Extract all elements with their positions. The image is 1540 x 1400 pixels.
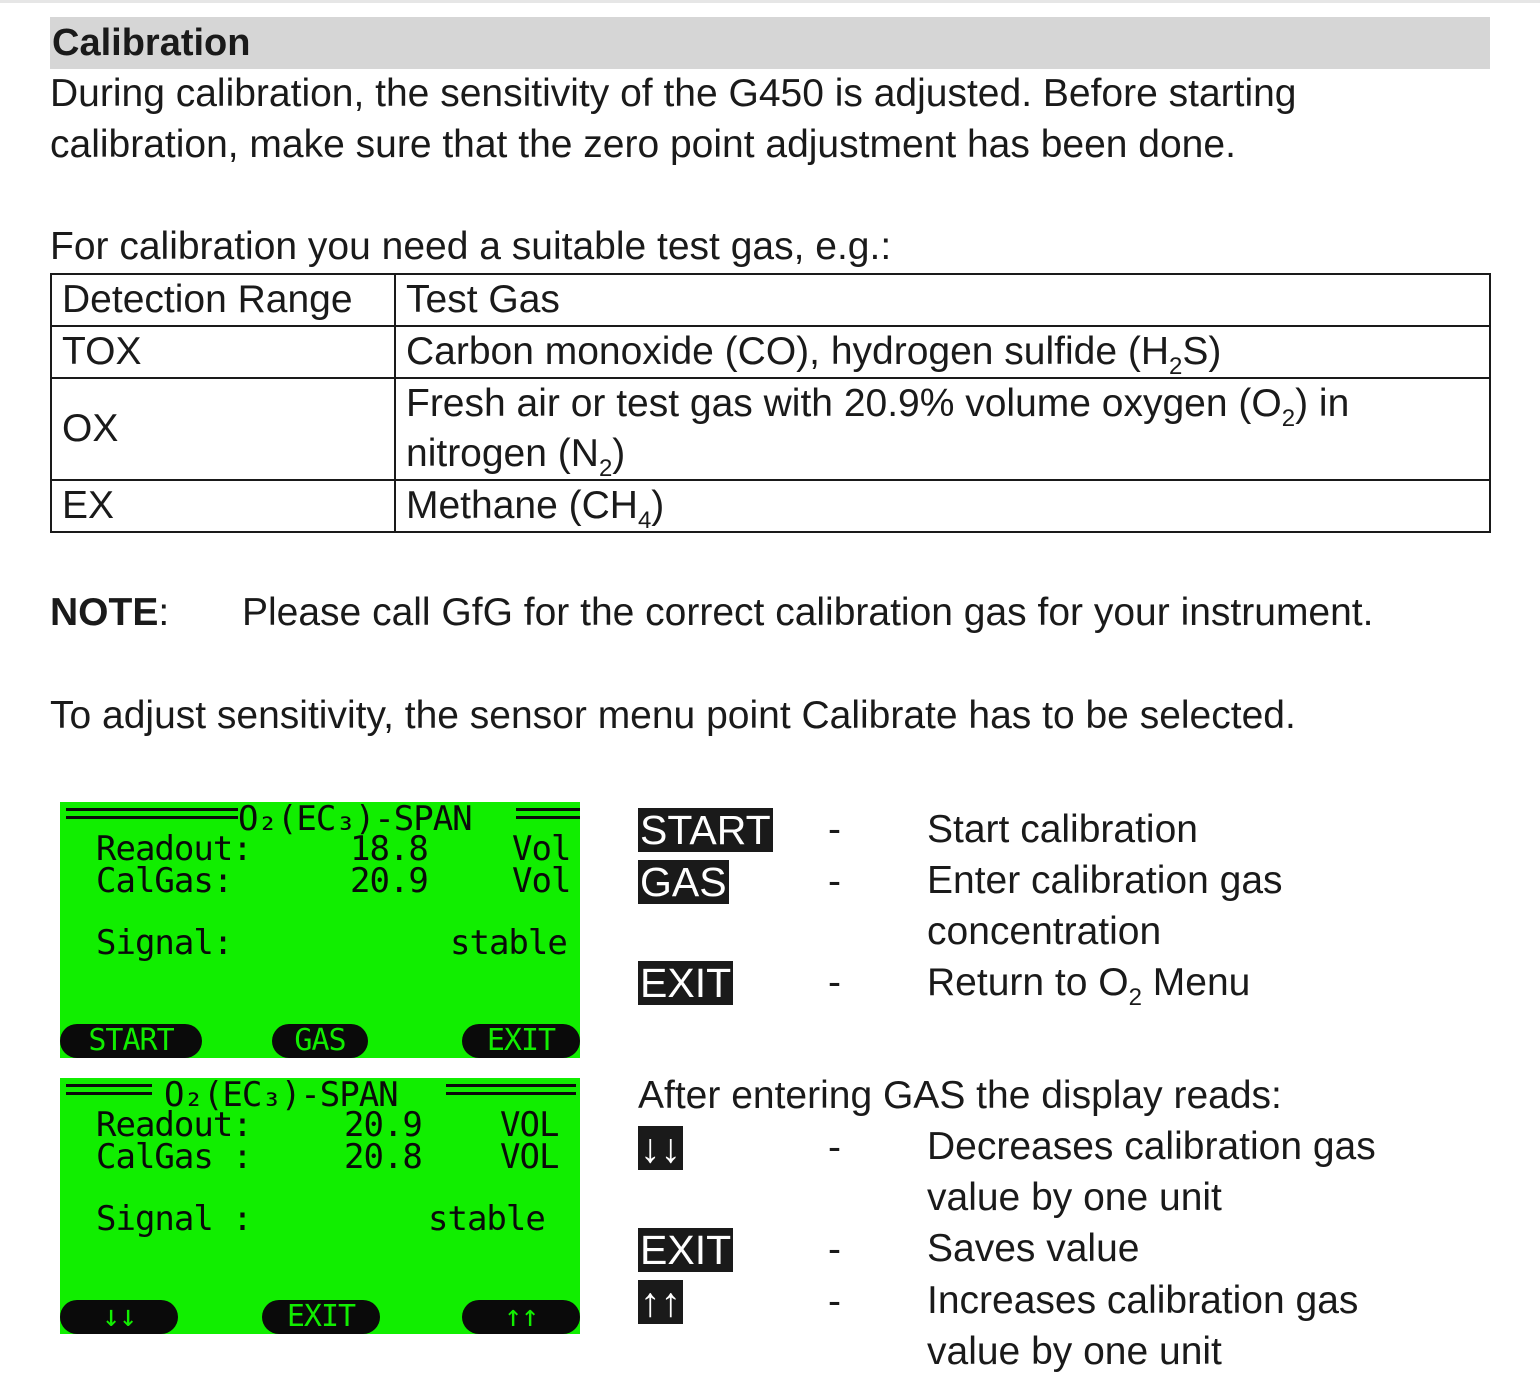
key-exit-save: EXIT xyxy=(640,1227,732,1273)
key-gas: GAS xyxy=(640,859,727,905)
intro-line-1: During calibration, the sensitivity of the G450 is adjusted. Before starting xyxy=(50,72,1297,115)
softkey-gas[interactable]: GAS xyxy=(272,1024,368,1058)
softkey-up[interactable]: ↑↑ xyxy=(462,1300,580,1334)
table-header-row xyxy=(51,274,1490,326)
lcd-rule xyxy=(66,816,238,819)
dash: - xyxy=(828,1126,841,1169)
key-exit-desc: Return to $O_2$ Menu xyxy=(927,961,1251,1011)
range-cell: TOX xyxy=(51,326,395,378)
lcd-screen-span-2 xyxy=(60,1078,580,1334)
calgas-label: CalGas : xyxy=(96,1137,252,1177)
calgas-unit: Vol xyxy=(512,861,571,901)
signal-label: Signal : xyxy=(96,1199,252,1239)
calgas-label: CalGas: xyxy=(96,861,233,901)
range-cell: OX xyxy=(51,378,395,480)
dash: - xyxy=(828,1228,841,1271)
key-start: START xyxy=(640,807,771,853)
lcd-screen-span-1 xyxy=(60,802,580,1058)
calgas-value: 20.9 xyxy=(350,861,428,901)
top-divider xyxy=(0,0,1540,3)
key-down-desc-2: value by one unit xyxy=(927,1176,1222,1219)
readout-value: 18.8 xyxy=(350,829,428,869)
lcd-title: O₂(EC₃)-SPAN xyxy=(238,802,472,839)
key-up: ↑↑ xyxy=(640,1279,681,1325)
calgas-unit: VOL xyxy=(500,1137,559,1177)
dash: - xyxy=(828,860,841,903)
key-down: ↓↓ xyxy=(640,1125,681,1171)
lcd-rule xyxy=(66,808,238,811)
test-gas-table xyxy=(50,273,1491,533)
note: NOTE: xyxy=(50,591,170,634)
softkey-down[interactable]: ↓↓ xyxy=(60,1300,178,1334)
table-row xyxy=(51,326,1490,378)
readout-label: Readout: xyxy=(96,1105,252,1145)
lcd-rule xyxy=(516,808,580,811)
readout-unit: VOL xyxy=(500,1105,559,1145)
key-up-desc-2: value by one unit xyxy=(927,1330,1222,1373)
readout-label: Readout: xyxy=(96,829,252,869)
gas-cell: Methane $(CH_4)$ xyxy=(395,480,1490,532)
lcd-rule xyxy=(66,1092,152,1095)
key-exit-save-desc: Saves value xyxy=(927,1227,1140,1270)
table-row xyxy=(51,480,1490,532)
gas-cell: Fresh air or test gas with 20.9% volume oxygen $(O_2)$ in nitrogen $(N_2)$ xyxy=(395,378,1490,480)
readout-unit: Vol xyxy=(512,829,571,869)
key-gas-desc-2: concentration xyxy=(927,910,1162,953)
intro-line-2: calibration, make sure that the zero point adjustment has been done. xyxy=(50,123,1236,166)
signal-value: stable xyxy=(428,1199,545,1239)
softkey-exit[interactable]: EXIT xyxy=(462,1024,580,1058)
lcd-rule xyxy=(516,816,580,819)
key-up-desc: Increases calibration gas xyxy=(927,1279,1359,1322)
key-down-desc: Decreases calibration gas xyxy=(927,1125,1376,1168)
adjust-text: To adjust sensitivity, the sensor menu point Calibrate has to be selected. xyxy=(50,694,1296,737)
table-row xyxy=(51,378,1490,480)
gas-cell: Carbon monoxide (CO), hydrogen sulfide $(H_2S)$ xyxy=(395,326,1490,378)
lcd-title: O₂(EC₃)-SPAN xyxy=(164,1078,398,1115)
note-label: NOTE xyxy=(50,591,159,634)
after-text: After entering GAS the display reads: xyxy=(638,1074,1282,1117)
testgas-intro: For calibration you need a suitable test gas, e.g.: xyxy=(50,225,892,268)
signal-label: Signal: xyxy=(96,923,233,963)
signal-value: stable xyxy=(450,923,567,963)
calgas-value: 20.8 xyxy=(344,1137,422,1177)
softkey-exit[interactable]: EXIT xyxy=(262,1300,380,1334)
readout-value: 20.9 xyxy=(344,1105,422,1145)
key-start-desc: Start calibration xyxy=(927,808,1198,851)
note-text: Please call GfG for the correct calibration gas for your instrument. xyxy=(242,591,1374,634)
dash: - xyxy=(828,808,841,851)
dash: - xyxy=(828,961,841,1004)
lcd-rule xyxy=(66,1084,152,1087)
header-test-gas: Test Gas xyxy=(395,274,1490,326)
section-title: Calibration xyxy=(50,17,1490,69)
header-detection-range: Detection Range xyxy=(51,274,395,326)
key-gas-desc: Enter calibration gas xyxy=(927,859,1283,902)
dash: - xyxy=(828,1280,841,1323)
softkey-start[interactable]: START xyxy=(60,1024,202,1058)
lcd-rule xyxy=(446,1092,576,1095)
key-exit: EXIT xyxy=(640,960,732,1006)
lcd-rule xyxy=(446,1084,576,1087)
range-cell: EX xyxy=(51,480,395,532)
